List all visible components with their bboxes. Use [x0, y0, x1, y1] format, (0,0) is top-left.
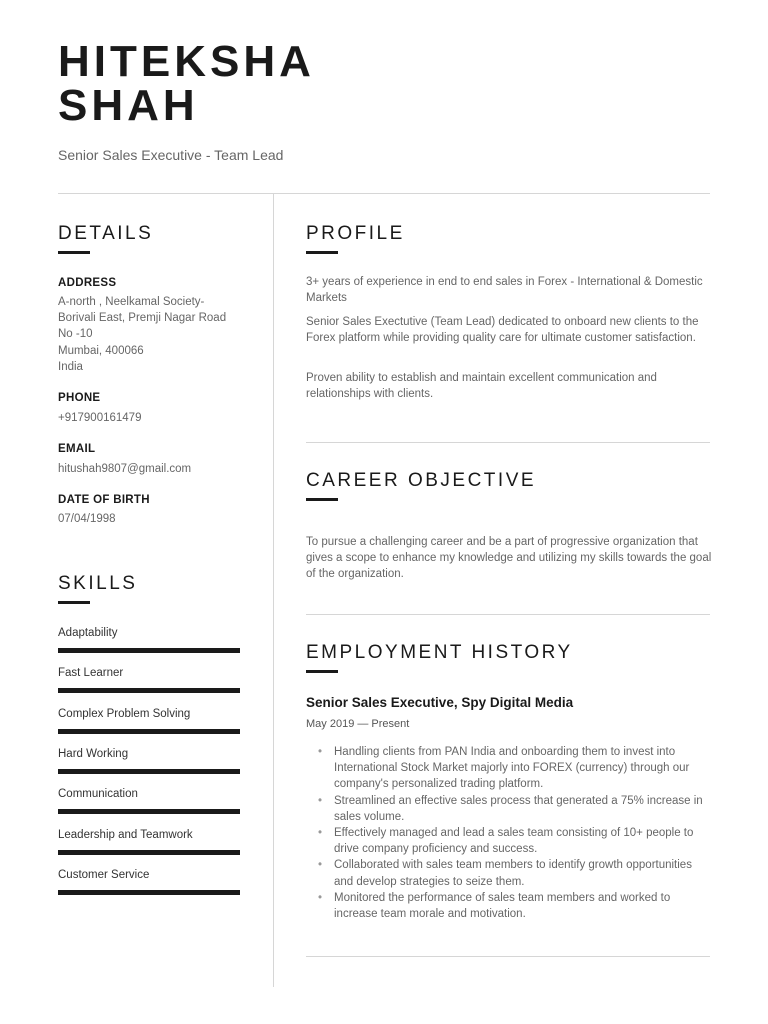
- name-line-last: SHAH: [58, 81, 199, 130]
- dob-value: 07/04/1998: [58, 513, 116, 525]
- address-label: ADDRESS: [58, 277, 117, 289]
- responsibility-item: [316, 857, 712, 889]
- responsibility-text: Effectively managed and lead a sales team consisting of 10+ people to drive company proficiency and success.: [334, 827, 694, 856]
- skill-item: [58, 626, 240, 640]
- skill-level-bar: [58, 769, 240, 774]
- profile-heading: PROFILE: [306, 223, 405, 244]
- skill-name: Customer Service: [58, 868, 150, 881]
- address-line: A-north , Neelkamal Society-: [58, 296, 205, 308]
- bullet-icon: •: [318, 891, 323, 904]
- employment-history-heading: EMPLOYMENT HISTORY: [306, 642, 573, 663]
- bullet-icon: •: [318, 827, 323, 840]
- bullet-icon: •: [318, 746, 323, 758]
- skills-heading: SKILLS: [58, 573, 138, 594]
- responsibility-text: Monitored the performance of sales team members and worked to increase team morale and motivation.: [334, 891, 671, 921]
- bullet-icon: •: [318, 859, 323, 872]
- address-line: Borivali East, Premji Nagar Road: [58, 312, 227, 325]
- skill-level-bar: [58, 850, 240, 855]
- responsibility-item: [316, 793, 712, 825]
- details-heading-underline: [58, 251, 90, 254]
- email-value: hitushah9807@gmail.com: [58, 463, 192, 475]
- career-objective-heading: CAREER OBJECTIVE: [306, 470, 537, 491]
- address-value: [58, 294, 226, 375]
- skill-level-bar: [58, 648, 240, 653]
- responsibility-text: Collaborated with sales team members to identify growth opportunities and develop strategies to seize them.: [334, 859, 692, 888]
- phone-label: PHONE: [58, 392, 101, 404]
- responsibility-item: [316, 825, 712, 857]
- employment-history-underline: [306, 670, 338, 673]
- responsibility-text: Handling clients from PAN India and onboarding them to invest into International Stock Market majorly into FOREX (currency) through our company's personalized trading platform.: [334, 746, 690, 791]
- skill-level-bar: [58, 890, 240, 895]
- responsibility-item: [316, 890, 712, 922]
- skill-item: [58, 787, 240, 801]
- column-divider: [273, 194, 274, 987]
- skill-name: Leadership and Teamwork: [58, 828, 193, 841]
- skill-item: [58, 707, 240, 721]
- job-headline: Senior Sales Executive - Team Lead: [58, 147, 284, 163]
- responsibility-item: [316, 744, 712, 793]
- skill-name: Fast Learner: [58, 667, 124, 680]
- phone-value: +917900161479: [58, 412, 142, 424]
- skill-name: Complex Problem Solving: [58, 707, 191, 720]
- details-heading: DETAILS: [58, 223, 154, 244]
- profile-paragraph: 3+ years of experience in end to end sales in Forex - International & Domestic Markets: [306, 276, 703, 305]
- employment-divider: [306, 956, 710, 957]
- skill-name: Adaptability: [58, 627, 118, 639]
- career-objective-divider: [306, 614, 710, 615]
- skill-name: Communication: [58, 788, 138, 801]
- skill-item: [58, 666, 240, 680]
- skill-level-bar: [58, 809, 240, 814]
- profile-divider: [306, 442, 710, 443]
- resume-name: [58, 37, 315, 130]
- skill-level-bar: [58, 729, 240, 734]
- address-line: India: [58, 360, 83, 373]
- dob-label: DATE OF BIRTH: [58, 494, 150, 506]
- address-line: Mumbai, 400066: [58, 344, 144, 357]
- address-line: No -10: [58, 328, 93, 341]
- skill-item: [58, 747, 240, 761]
- profile-paragraph: Proven ability to establish and maintain excellent communication and relationships with clients.: [306, 372, 657, 401]
- job-responsibilities: [316, 744, 712, 922]
- job-dates: May 2019 — Present: [306, 718, 410, 730]
- bullet-icon: •: [318, 794, 323, 807]
- profile-heading-underline: [306, 251, 338, 254]
- header-divider: [58, 193, 710, 194]
- job-title: Senior Sales Executive, Spy Digital Media: [306, 695, 574, 710]
- skill-level-bar: [58, 688, 240, 693]
- responsibility-text: Streamlined an effective sales process that generated a 75% increase in sales volume.: [334, 794, 703, 823]
- profile-paragraph: Senior Sales Exectutive (Team Lead) dedicated to onboard new clients to the Forex platform while providing quality care for ultimate customer satisfaction.: [306, 316, 699, 345]
- skill-item: [58, 868, 240, 882]
- career-objective-text: To pursue a challenging career and be a part of progressive organization that gives a scope to enhance my knowledge and utilizing my skills towards the goal of the organization.: [306, 536, 712, 581]
- email-label: EMAIL: [58, 443, 96, 455]
- skills-heading-underline: [58, 601, 90, 604]
- skill-item: [58, 828, 240, 842]
- name-line-first: HITEKSHA: [58, 37, 315, 86]
- skill-name: Hard Working: [58, 747, 129, 760]
- career-objective-underline: [306, 498, 338, 501]
